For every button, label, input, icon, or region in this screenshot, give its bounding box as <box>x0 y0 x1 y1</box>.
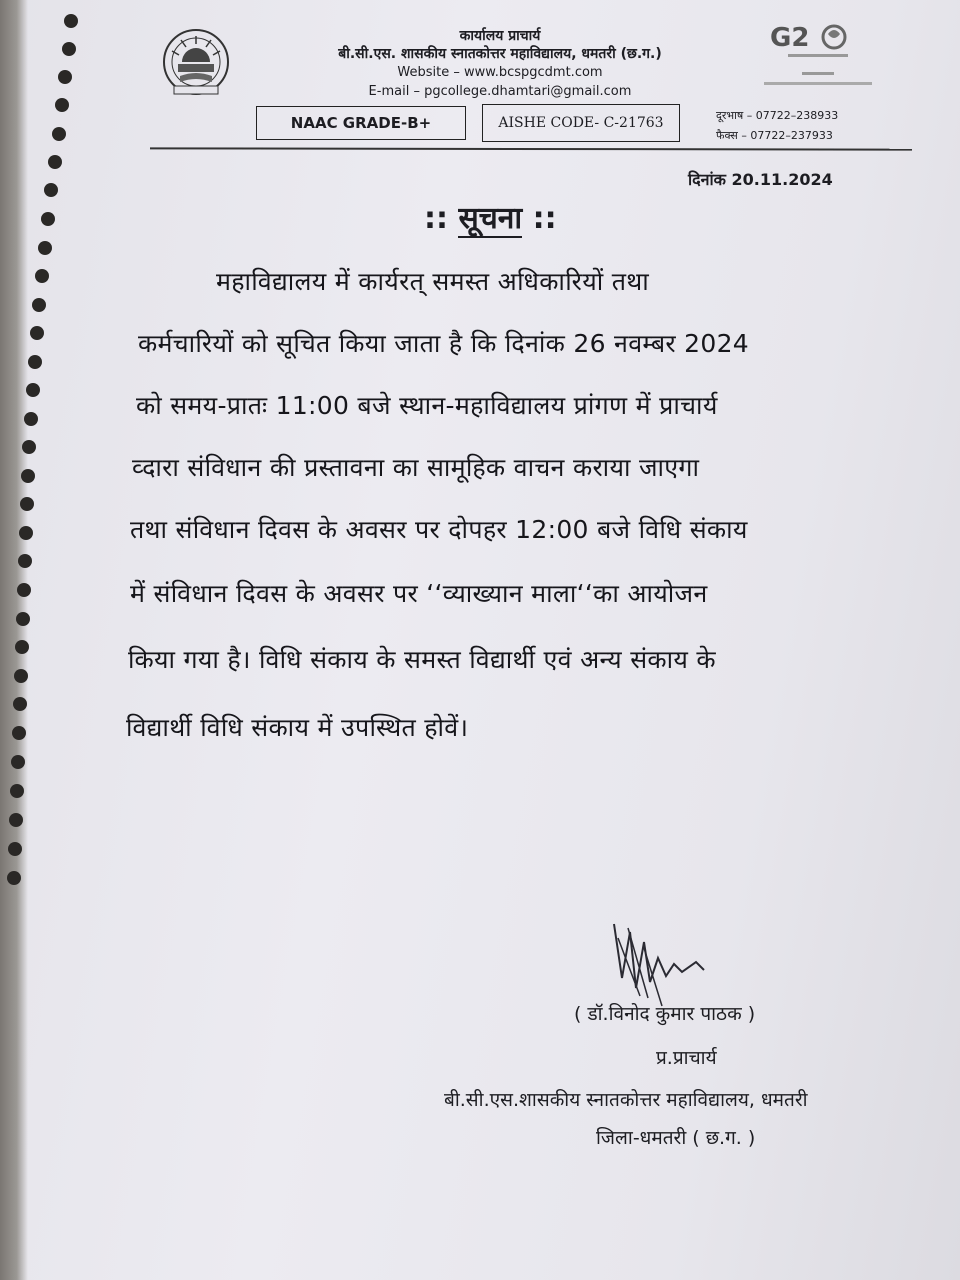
aishe-code-box: AISHE CODE- C-21763 <box>482 104 680 142</box>
notice-line-6: में संविधान दिवस के अवसर पर ‘‘व्याख्यान माला‘‘का आयोजन <box>130 579 708 608</box>
perforation-hole <box>10 784 24 798</box>
notice-date: दिनांक 20.11.2024 <box>688 170 833 189</box>
perforation-hole <box>20 497 34 511</box>
perforation-hole <box>44 183 58 197</box>
perforation-hole <box>48 155 62 169</box>
perforation-hole <box>12 726 26 740</box>
perforation-hole <box>58 70 72 84</box>
notice-line-5: तथा संविधान दिवस के अवसर पर दोपहर 12:00 बजे विधि संकाय <box>130 515 748 544</box>
perforation-hole <box>24 412 38 426</box>
notice-line-3: को समय-प्रातः 11:00 बजे स्थान-महाविद्यालय प्रांगण में प्राचार्य <box>136 391 718 420</box>
perforation-hole <box>21 469 35 483</box>
perforation-hole <box>38 241 52 255</box>
g20-logo <box>758 16 878 96</box>
perforation-hole <box>14 669 28 683</box>
handwritten-signature <box>600 918 730 1010</box>
perforation-hole <box>62 42 76 56</box>
perforation-hole <box>32 298 46 312</box>
perforation-hole <box>19 526 33 540</box>
perforation-hole <box>41 212 55 226</box>
header-divider <box>150 147 912 150</box>
perforation-hole <box>18 554 32 568</box>
perforation-hole <box>64 14 78 28</box>
perforation-hole <box>26 383 40 397</box>
fax-number: फैक्स – 07722–237933 <box>716 129 833 142</box>
notice-line-1: महाविद्यालय में कार्यरत् समस्त अधिकारियों तथा <box>216 267 650 296</box>
perforation-hole <box>7 871 21 885</box>
perforation-hole <box>8 842 22 856</box>
naac-grade-box: NAAC GRADE-B+ <box>256 106 466 140</box>
svg-text:G2: G2 <box>770 23 810 53</box>
perforation-hole <box>16 612 30 626</box>
perforation-hole <box>9 813 23 827</box>
signatory-name: ( डॉ.विनोद कुमार पाठक ) <box>574 1003 756 1025</box>
signatory-college: बी.सी.एस.शासकीय स्नातकोत्तर महाविद्यालय, धमतरी <box>444 1089 808 1111</box>
website-line: Website – www.bcspgcdmt.com <box>397 65 603 80</box>
perforation-hole <box>35 269 49 283</box>
perforation-holes <box>0 0 60 1280</box>
college-name: बी.सी.एस. शासकीय स्नातकोत्तर महाविद्यालय, धमतरी (छ.ग.) <box>338 46 662 62</box>
signatory-district: जिला-धमतरी ( छ.ग. ) <box>596 1127 756 1149</box>
notice-line-4: व्दारा संविधान की प्रस्तावना का सामूहिक वाचन कराया जाएगा <box>132 453 700 482</box>
notice-heading <box>424 196 557 237</box>
perforation-hole <box>15 640 29 654</box>
perforation-hole <box>30 326 44 340</box>
perforation-hole <box>22 440 36 454</box>
notice-line-2: कर्मचारियों को सूचित किया जाता है कि दिनांक 26 नवम्बर 2024 <box>138 329 750 358</box>
perforation-hole <box>55 98 69 112</box>
notice-line-8: विद्यार्थी विधि संकाय में उपस्थित होवें। <box>126 713 469 742</box>
perforation-hole <box>17 583 31 597</box>
signatory-designation: प्र.प्राचार्य <box>656 1047 717 1069</box>
perforation-hole <box>52 127 66 141</box>
heading-title: सूचना <box>458 201 523 236</box>
heading-suffix: :: <box>522 201 557 236</box>
phone-number: दूरभाष – 07722–238933 <box>716 109 839 122</box>
heading-prefix: :: <box>424 201 459 236</box>
notice-line-7: किया गया है। विधि संकाय के समस्त विद्यार्थी एवं अन्य संकाय के <box>128 645 716 674</box>
office-title: कार्यालय प्राचार्य <box>459 28 541 44</box>
perforation-hole <box>13 697 27 711</box>
perforation-hole <box>11 755 25 769</box>
email-line: E-mail – pgcollege.dhamtari@gmail.com <box>368 84 632 99</box>
perforation-hole <box>28 355 42 369</box>
college-logo <box>160 28 232 98</box>
